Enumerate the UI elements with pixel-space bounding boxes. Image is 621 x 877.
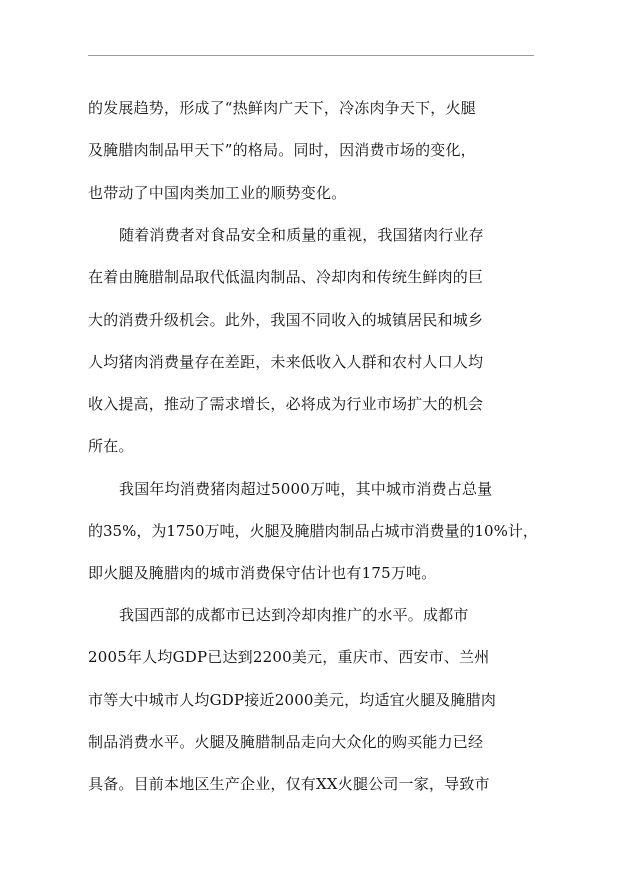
text-line: 我国西部的成都市已达到冷却肉推广的水平。成都市: [119, 606, 469, 624]
text-line: 随着消费者对食品安全和质量的重视，我国猪肉行业存: [119, 226, 484, 244]
text-line: 大的消费升级机会。此外，我国不同收入的城镇居民和城乡: [88, 311, 484, 329]
header-divider: [88, 55, 534, 56]
text-line: 即火腿及腌腊肉的城市消费保守估计也有175万吨。: [88, 564, 437, 582]
text-line: 所在。: [88, 437, 134, 455]
text-line: 人均猪肉消费量存在差距，未来低收入人群和农村人口人均: [88, 353, 484, 371]
text-line: 及腌腊肉制品甲天下”的格局。同时，因消费市场的变化，: [88, 141, 476, 159]
text-line: 的35%，为1750万吨，火腿及腌腊肉制品占城市消费量的10%计，: [88, 522, 538, 540]
text-line: 在着由腌腊制品取代低温肉制品、冷却肉和传统生鲜肉的巨: [88, 268, 484, 286]
text-line: 的发展趋势，形成了“热鲜肉广天下，冷冻肉争天下，火腿: [88, 99, 476, 117]
text-line: 收入提高，推动了需求增长，必将成为行业市场扩大的机会: [88, 395, 484, 413]
text-line: 2005年人均GDP已达到2200美元，重庆市、西安市、兰州: [88, 648, 490, 666]
text-line: 制品消费水平。火腿及腌腊制品走向大众化的购买能力已经: [88, 733, 484, 751]
text-line: 也带动了中国肉类加工业的顺势变化。: [88, 184, 347, 202]
text-line: 市等大中城市人均GDP接近2000美元，均适宜火腿及腌腊肉: [88, 691, 497, 709]
text-line: 具备。目前本地区生产企业，仅有XX火腿公司一家，导致市: [88, 775, 490, 793]
text-line: 我国年均消费猪肉超过5000万吨，其中城市消费占总量: [119, 480, 493, 498]
